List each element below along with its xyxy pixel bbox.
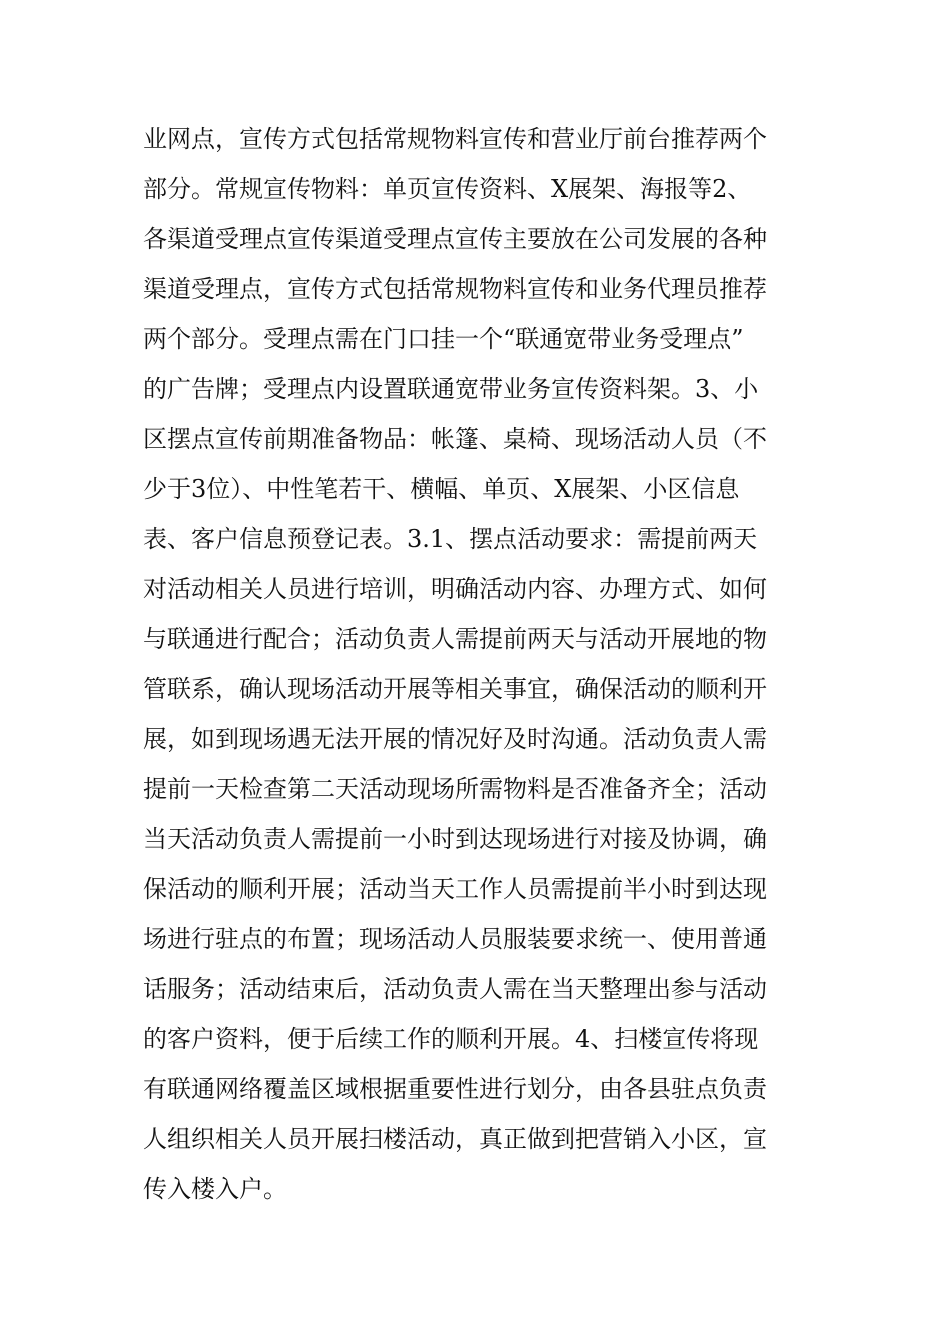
text-line: 与联通进行配合；活动负责人需提前两天与活动开展地的物 <box>143 625 767 653</box>
text-line: 当天活动负责人需提前一小时到达现场进行对接及协调，确 <box>143 825 767 853</box>
text-line: 业网点，宣传方式包括常规物料宣传和营业厅前台推荐两个 <box>143 125 767 153</box>
text-line: 话服务；活动结束后，活动负责人需在当天整理出参与活动 <box>143 975 767 1003</box>
text-line: 表、客户信息预登记表。3.1、摆点活动要求：需提前两天 <box>143 525 758 553</box>
text-line: 保活动的顺利开展；活动当天工作人员需提前半小时到达现 <box>143 875 767 903</box>
text-line: 区摆点宣传前期准备物品：帐篷、桌椅、现场活动人员（不 <box>143 425 767 453</box>
text-line: 展，如到现场遇无法开展的情况好及时沟通。活动负责人需 <box>143 725 767 753</box>
text-line: 传入楼入户。 <box>143 1175 287 1203</box>
text-line: 部分。常规宣传物料：单页宣传资料、X展架、海报等2、 <box>143 175 752 203</box>
text-line: 有联通网络覆盖区域根据重要性进行划分，由各县驻点负责 <box>143 1075 767 1103</box>
text-line: 两个部分。受理点需在门口挂一个“联通宽带业务受理点” <box>143 325 744 353</box>
text-line: 少于3位）、中性笔若干、横幅、单页、X展架、小区信息 <box>143 475 740 503</box>
text-line: 场进行驻点的布置；现场活动人员服装要求统一、使用普通 <box>143 925 767 953</box>
text-line: 各渠道受理点宣传渠道受理点宣传主要放在公司发展的各种 <box>143 225 767 253</box>
text-line: 的广告牌；受理点内设置联通宽带业务宣传资料架。3、小 <box>143 375 759 403</box>
text-line: 人组织相关人员开展扫楼活动，真正做到把营销入小区，宣 <box>143 1125 767 1153</box>
text-line: 的客户资料，便于后续工作的顺利开展。4、扫楼宣传将现 <box>143 1025 759 1053</box>
text-line: 提前一天检查第二天活动现场所需物料是否准备齐全；活动 <box>143 775 767 803</box>
document-body-text <box>143 114 813 1214</box>
text-line: 渠道受理点，宣传方式包括常规物料宣传和业务代理员推荐 <box>143 275 767 303</box>
text-line: 对活动相关人员进行培训，明确活动内容、办理方式、如何 <box>143 575 767 603</box>
text-line: 管联系，确认现场活动开展等相关事宜，确保活动的顺利开 <box>143 675 767 703</box>
